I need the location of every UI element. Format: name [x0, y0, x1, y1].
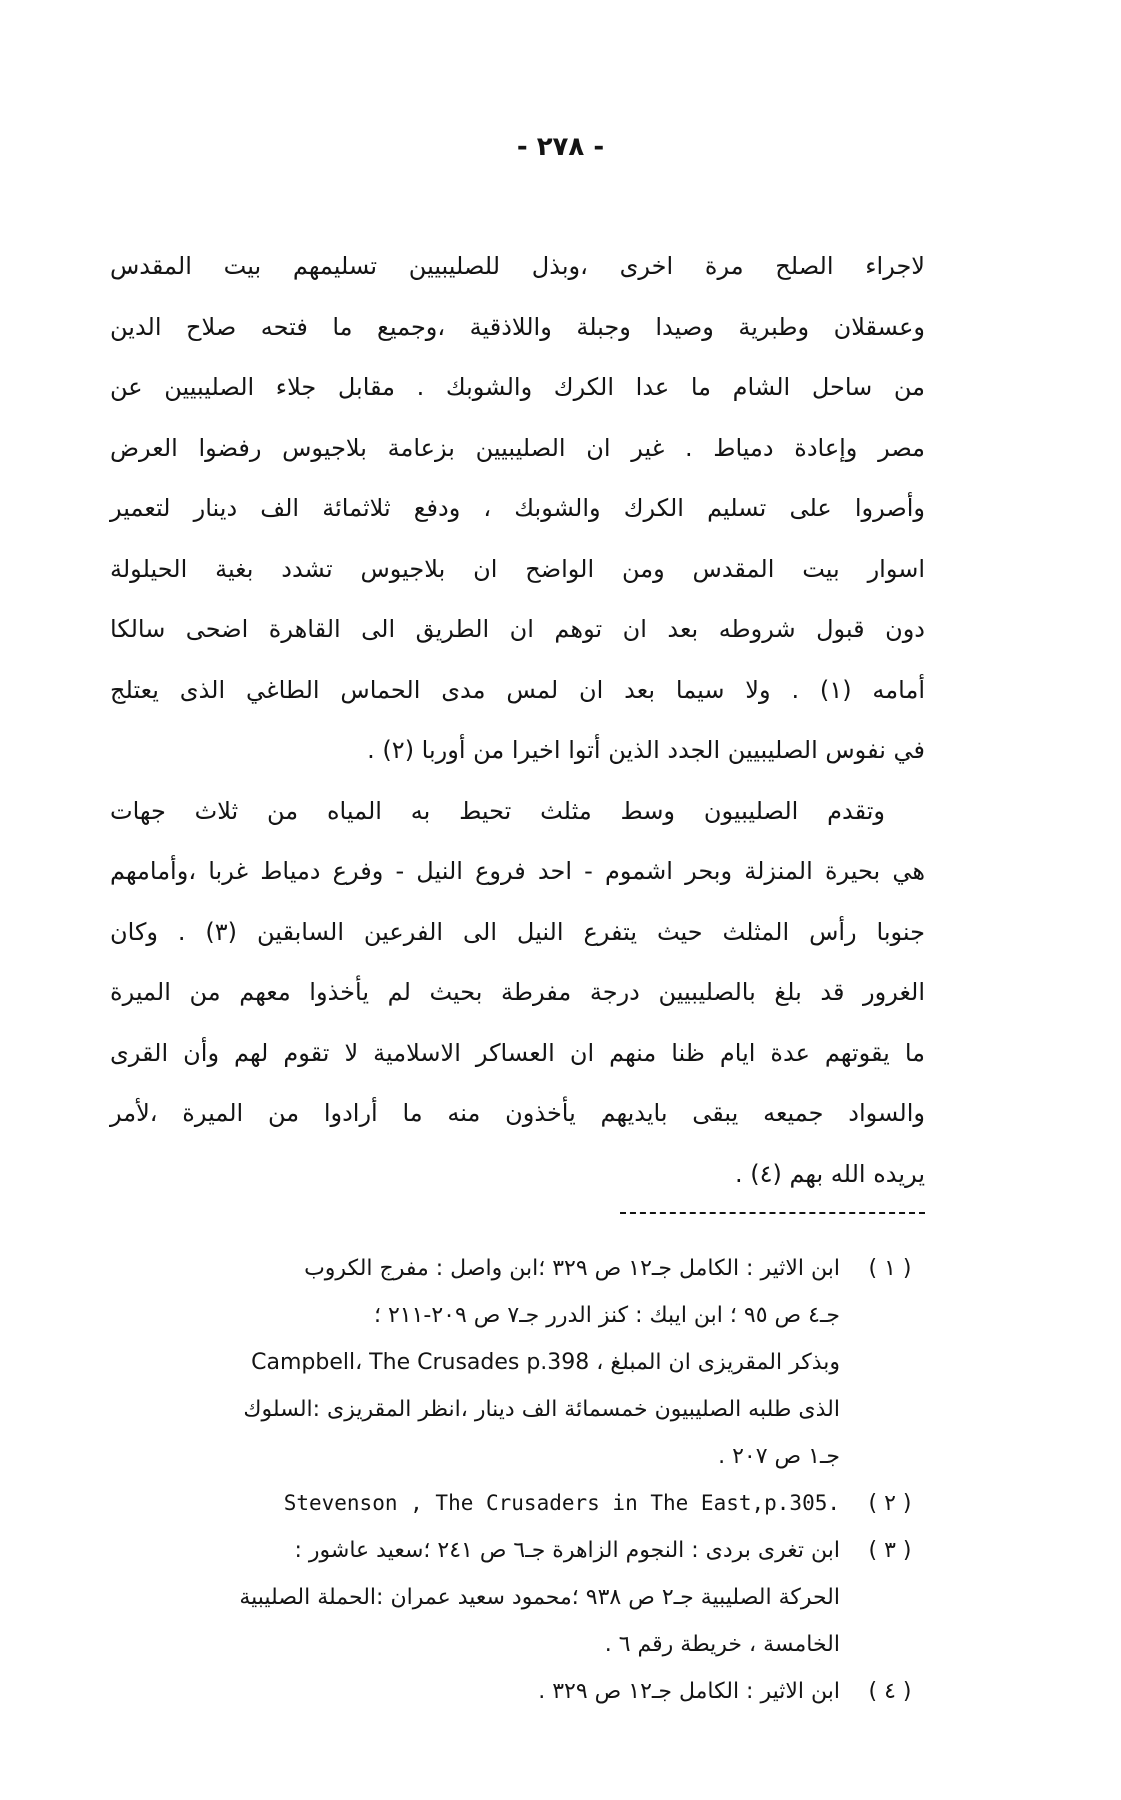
footnote-number: ( ٣ )	[868, 1538, 912, 1563]
footnote-line: جـ١ ص ٢٠٧ .	[718, 1444, 840, 1469]
body-line: مصر وإعادة دمياط . غير ان الصليبيين بزعامة بلاجيوس رفضوا العرض	[110, 433, 925, 462]
body-line: من ساحل الشام ما عدا الكرك والشوبك . مقابل جلاء الصليبيين عن	[110, 373, 925, 401]
body-line: في نفوس الصليبيين الجدد الذين أتوا اخيرا من أوربا (٢) .	[367, 736, 925, 764]
body-line: والسواد جميعه يبقى بايديهم يأخذون منه ما أرادوا من الميرة ،لأمر	[110, 1099, 925, 1127]
footnote-line: وبذكر المقريزى ان المبلغ ، Campbell، The Crusades p.398	[251, 1350, 840, 1375]
body-line: وأصروا على تسليم الكرك والشوبك ، ودفع ثلاثمائة الف دينار لتعمير	[110, 494, 925, 522]
footnotes	[100, 1245, 925, 1715]
footnote-line: ابن الاثير : الكامل جـ١٢ ص ٣٢٩ .	[538, 1679, 840, 1704]
footnote-line: ابن تغرى بردى : النجوم الزاهرة جـ٦ ص ٢٤١ ؛سعيد عاشور :	[294, 1538, 840, 1563]
footnote-line: الخامسة ، خريطة رقم ٦ .	[604, 1632, 840, 1657]
footnote-line: الذى طلبه الصليبيون خمسمائة الف دينار ،انظر المقريزى :السلوك	[243, 1397, 840, 1422]
body-line: وتقدم الصليبيون وسط مثلث تحيط به المياه من ثلاث جهات	[110, 796, 885, 825]
footnote-number: ( ٢ )	[868, 1491, 912, 1516]
footnote-line: جـ٤ ص ٩٥ ؛ ابن ايبك : كنز الدرر جـ٧ ص ٢٠٩-٢١١ ؛	[373, 1303, 840, 1328]
body-line: لاجراء الصلح مرة اخرى ،وبذل للصليبيين تسليمهم بيت المقدس	[110, 252, 925, 280]
footnote-3	[100, 1527, 925, 1668]
body-line: الغرور قد بلغ بالصليبيين درجة مفرطة بحيث لم يأخذوا معهم من الميرة	[110, 978, 925, 1006]
footnote-line: Stevenson , The Crusaders in The East,p.305.	[283, 1491, 840, 1515]
footnote-4	[100, 1668, 925, 1715]
body-text	[110, 236, 925, 1204]
body-line: أمامه (١) . ولا سيما بعد ان لمس مدى الحماس الطاغي الذى يعتلج	[110, 675, 925, 704]
body-line: ما يقوتهم عدة ايام ظنا منهم ان العساكر الاسلامية لا تقوم لهم وأن القرى	[110, 1038, 925, 1067]
body-line: دون قبول شروطه بعد ان توهم ان الطريق الى القاهرة اضحى سالكا	[110, 615, 925, 643]
body-line: وعسقلان وطبرية وصيدا وجبلة واللاذقية ،وجميع ما فتحه صلاح الدين	[110, 312, 925, 341]
footnote-2	[100, 1480, 925, 1527]
page-number: - ٢٧٨ -	[516, 132, 605, 162]
body-line: اسوار بيت المقدس ومن الواضح ان بلاجيوس تشدد بغية الحيلولة	[110, 554, 925, 583]
footnote-number: ( ٤ )	[868, 1679, 912, 1704]
footnote-line: الحركة الصليبية جـ٢ ص ٩٣٨ ؛محمود سعيد عمران :الحملة الصليبية	[239, 1585, 840, 1610]
body-line: هي بحيرة المنزلة وبحر اشموم - احد فروع النيل - وفرع دمياط غربا ،وأمامهم	[110, 857, 925, 885]
footnote-line: ابن الاثير : الكامل جـ١٢ ص ٣٢٩ ؛ابن واصل : مفرج الكروب	[304, 1256, 840, 1281]
body-line: جنوبا رأس المثلث حيث يتفرع النيل الى الفرعين السابقين (٣) . وكان	[110, 917, 926, 946]
footnote-separator	[620, 1212, 925, 1214]
body-line: يريده الله بهم (٤) .	[734, 1159, 925, 1188]
footnote-1	[100, 1245, 925, 1480]
footnote-number: ( ١ )	[868, 1256, 912, 1281]
